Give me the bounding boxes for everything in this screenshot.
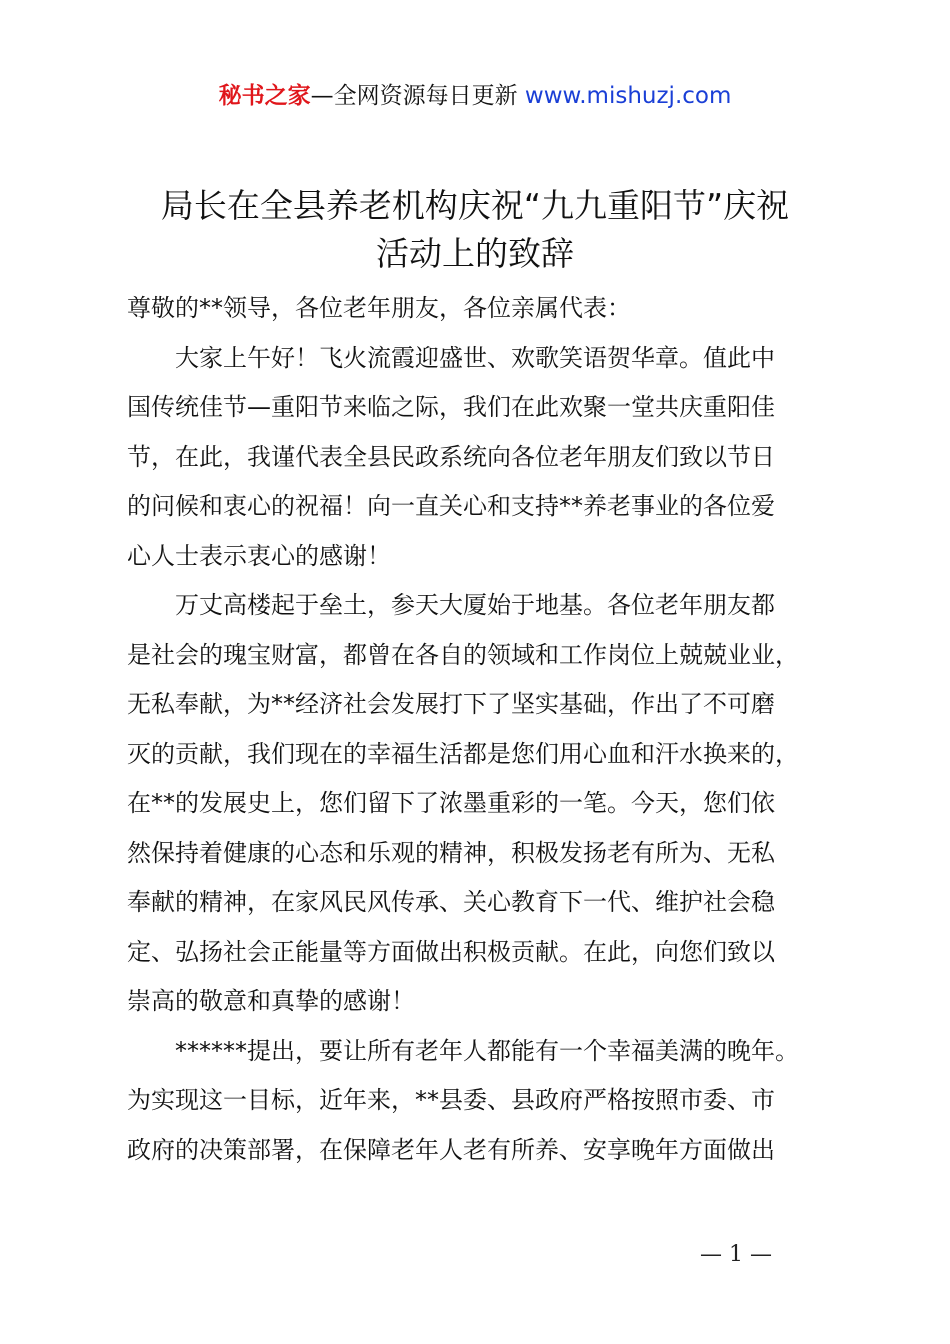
body-line: 灭的贡献，我们现在的幸福生活都是您们用心血和汗水换来的， [127,739,799,768]
site-header [0,80,950,112]
document-title [100,182,850,278]
body-line: 万丈高楼起于垒土，参天大厦始于地基。各位老年朋友都 [127,591,775,619]
body-line: 大家上午好！飞火流霞迎盛世、欢歌笑语贺华章。值此中 [127,343,775,372]
body-line: 在**的发展史上，您们留下了浓墨重彩的一笔。今天，您们依 [127,789,775,817]
body-line: 的问候和衷心的祝福！向一直关心和支持**养老事业的各位爱 [127,492,775,520]
site-name: 秘书之家 [218,83,311,109]
body-line: 国传统佳节—重阳节来临之际，我们在此欢聚一堂共庆重阳佳 [127,393,775,421]
body-line: 定、弘扬社会正能量等方面做出积极贡献。在此，向您们致以 [127,937,775,966]
body-line: 无私奉献，为**经济社会发展打下了坚实基础，作出了不可磨 [127,690,775,718]
body-line: ******提出，要让所有老年人都能有一个幸福美满的晚年。 [127,1036,799,1065]
document-body [127,284,837,1175]
body-line: 为实现这一目标，近年来，**县委、县政府严格按照市委、市 [127,1086,775,1114]
title-line-1: 局长在全县养老机构庆祝“九九重阳节”庆祝 [160,186,790,225]
body-line: 心人士表示衷心的感谢！ [127,541,391,570]
page-number: — 1 — [700,1242,772,1267]
body-line: 崇高的敬意和真挚的感谢！ [127,987,415,1015]
body-line: 节，在此，我谨代表全县民政系统向各位老年朋友们致以节日 [127,442,775,471]
body-line: 是社会的瑰宝财富，都曾在各自的领域和工作岗位上兢兢业业， [127,640,799,669]
body-line: 政府的决策部署，在保障老年人老有所养、安享晚年方面做出 [127,1135,775,1164]
site-url-link[interactable]: www.mishuzj.com [524,83,732,109]
body-line: 奉献的精神，在家风民风传承、关心教育下一代、维护社会稳 [127,888,775,916]
site-tagline: —全网资源每日更新 [310,83,525,109]
body-line: 然保持着健康的心态和乐观的精神，积极发扬老有所为、无私 [127,838,775,867]
salutation: 尊敬的**领导，各位老年朋友，各位亲属代表： [127,294,631,322]
title-line-2: 活动上的致辞 [376,234,574,273]
